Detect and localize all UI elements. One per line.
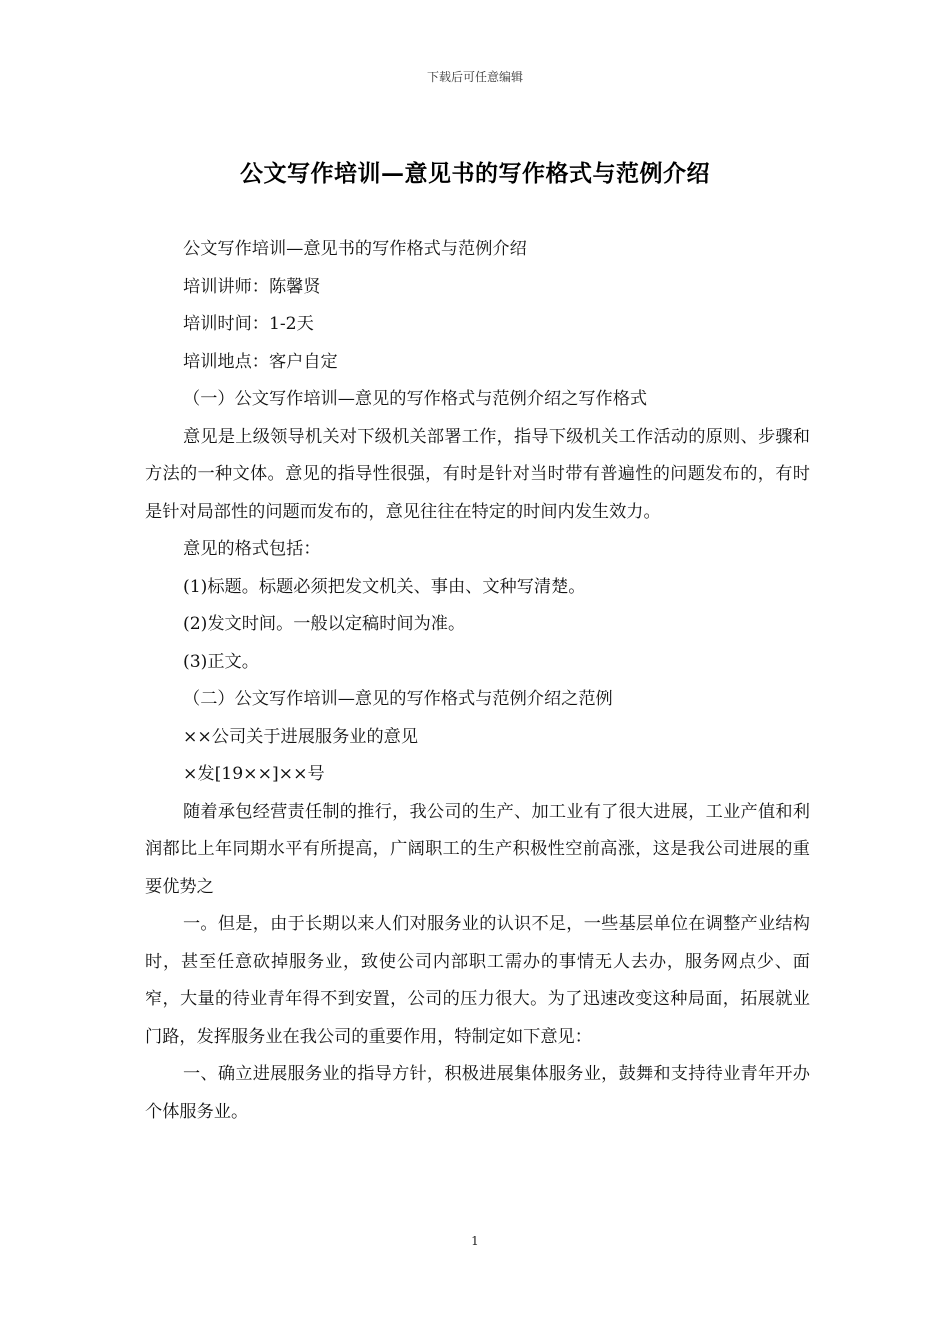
- document-body: [145, 231, 810, 1131]
- paragraph-example-1: 随着承包经营责任制的推行，我公司的生产、加工业有了很大进展，工业产值和利润都比上年同期水平有所提高，广阔职工的生产积极性空前高涨，这是我公司进展的重要优势之: [145, 801, 810, 897]
- list-item-date: (2)发文时间。一般以定稿时间为准。: [183, 614, 466, 634]
- list-item-body: (3)正文。: [183, 651, 259, 672]
- header-note: 下载后可任意编辑: [426, 70, 523, 84]
- paragraph-location: 培训地点：客户自定: [183, 351, 338, 372]
- example-title: ××公司关于进展服务业的意见: [183, 726, 419, 747]
- example-doc-number: ×发[19××]××号: [183, 764, 325, 784]
- paragraph-example-2: 一。但是，由于长期以来人们对服务业的认识不足，一些基层单位在调整产业结构时，甚至任意砍掉服务业，致使公司内部职工需办的事情无人去办，服务网点少、面窄，大量的待业青年得不到安置，公司的压力很大。为了迅速改变这种局面，拓展就业门路，发挥服务业在我公司的重要作用，特制定如下意见：: [145, 914, 810, 1047]
- paragraph-format-intro: 意见的格式包括：: [183, 539, 321, 559]
- document-title: 公文写作培训—意见书的写作格式与范例介绍: [240, 160, 710, 187]
- paragraph-subtitle: 公文写作培训—意见书的写作格式与范例介绍: [183, 239, 527, 259]
- paragraph-lecturer: 培训讲师：陈馨贤: [183, 276, 321, 297]
- list-item-title: (1)标题。标题必须把发文机关、事由、文种写清楚。: [183, 576, 586, 597]
- page-number: 1: [471, 1234, 479, 1248]
- paragraph-definition: 意见是上级领导机关对下级机关部署工作，指导下级机关工作活动的原则、步骤和方法的一种文体。意见的指导性很强，有时是针对当时带有普遍性的问题发布的，有时是针对局部性的问题而发布的，意见往往在特定的时间内发生效力。: [145, 426, 810, 522]
- section-heading-format: （一）公文写作培训—意见的写作格式与范例介绍之写作格式: [183, 389, 648, 409]
- section-heading-example: （二）公文写作培训—意见的写作格式与范例介绍之范例: [183, 689, 613, 709]
- paragraph-duration: 培训时间：1-2天: [183, 314, 314, 334]
- paragraph-example-3: 一、确立进展服务业的指导方针，积极进展集体服务业，鼓舞和支持待业青年开办个体服务业。: [145, 1064, 810, 1122]
